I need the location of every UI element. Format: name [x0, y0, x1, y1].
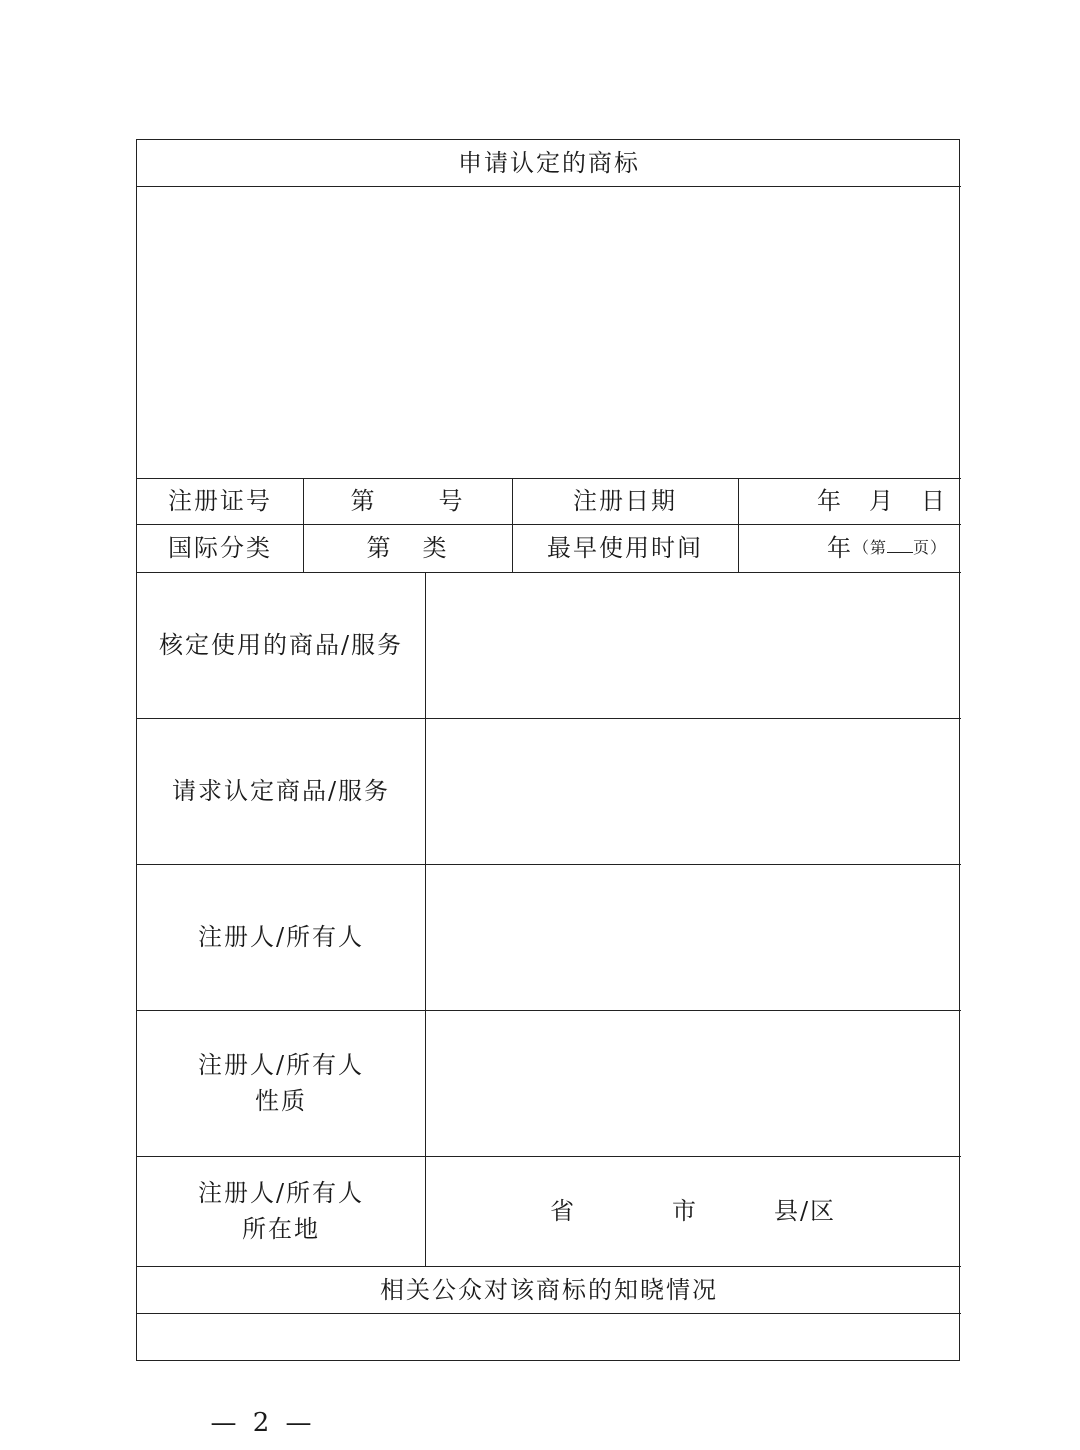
trademark-section-title: 申请认定的商标	[458, 149, 640, 177]
registration-date-label: 注册日期	[573, 487, 677, 515]
registration-number-field[interactable]: 第 号	[350, 487, 465, 515]
registrant-nature-label: 注册人/所有人 性质	[197, 1051, 365, 1115]
international-class-field[interactable]: 第 类	[366, 534, 449, 562]
page-blank[interactable]	[887, 536, 913, 553]
registrant-nature-field[interactable]	[425, 1010, 961, 1156]
registration-number-label: 注册证号	[168, 487, 272, 515]
page-reference: （第 页）	[852, 538, 947, 557]
registrant-field[interactable]	[425, 864, 961, 1010]
earliest-use-label: 最早使用时间	[547, 534, 703, 562]
public-awareness-title: 相关公众对该商标的知晓情况	[380, 1275, 718, 1304]
approved-goods-label: 核定使用的商品/服务	[158, 631, 404, 659]
page-number: — 2 —	[210, 1408, 316, 1438]
trademark-image-area[interactable]	[137, 186, 961, 478]
approved-goods-field[interactable]	[425, 572, 961, 718]
trademark-application-form	[136, 139, 960, 1361]
registrant-label: 注册人/所有人	[197, 923, 365, 951]
international-class-label: 国际分类	[168, 534, 272, 562]
public-awareness-field[interactable]	[137, 1313, 961, 1360]
registration-date-field[interactable]: 年 月 日	[817, 487, 947, 515]
registrant-location-field[interactable]: 省 市 县/区	[549, 1197, 837, 1225]
requested-goods-field[interactable]	[425, 718, 961, 864]
earliest-use-field[interactable]: 年 （第 页）	[738, 524, 961, 572]
registrant-location-label: 注册人/所有人 所在地	[197, 1179, 365, 1243]
requested-goods-label: 请求认定商品/服务	[171, 777, 391, 805]
